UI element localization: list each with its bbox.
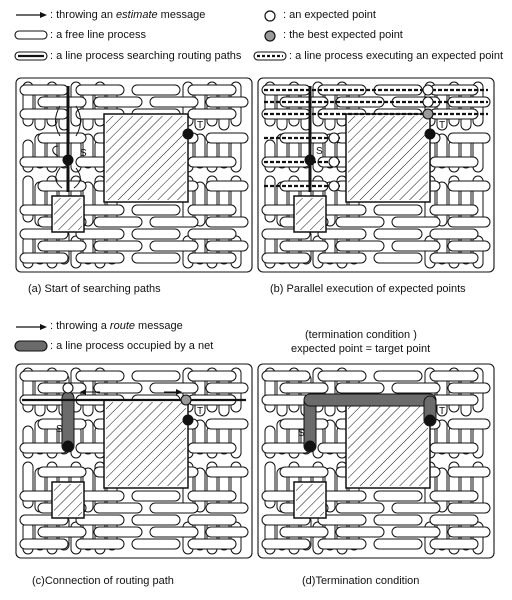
horizontal-line-process	[374, 539, 422, 549]
horizontal-line-process	[392, 241, 440, 251]
best-expected-point-icon	[263, 29, 277, 43]
horizontal-line-process	[206, 467, 248, 477]
horizontal-line-process	[132, 539, 180, 549]
caption-c: (c)Connection of routing path	[32, 575, 174, 587]
expected-point	[423, 85, 433, 95]
horizontal-line-process	[374, 515, 422, 525]
horizontal-line-process	[430, 229, 478, 239]
horizontal-line-process	[430, 253, 478, 263]
source-label: S	[80, 148, 87, 159]
panel-d	[256, 362, 496, 560]
searching-line-icon	[14, 51, 48, 61]
horizontal-line-process	[206, 97, 248, 107]
termination-title: (termination condition )	[305, 329, 417, 341]
horizontal-line-process	[448, 503, 490, 513]
horizontal-line-process	[448, 467, 490, 477]
expected-point	[329, 181, 339, 191]
horizontal-line-process	[188, 539, 236, 549]
horizontal-line-process	[76, 539, 124, 549]
obstacle-small-hatch	[296, 198, 324, 230]
legend-free-line-text: : a free line process	[50, 29, 146, 41]
horizontal-line-process	[336, 527, 384, 537]
expected-point	[329, 133, 339, 143]
horizontal-line-process	[336, 217, 384, 227]
source-label: S	[298, 428, 305, 439]
horizontal-line-process	[448, 383, 490, 393]
horizontal-line-process	[262, 539, 310, 549]
target-label: T	[439, 406, 446, 417]
expected-point	[329, 157, 339, 167]
horizontal-line-process	[150, 241, 198, 251]
horizontal-line-process	[206, 217, 248, 227]
source-label: S	[56, 424, 63, 435]
horizontal-line-process	[206, 419, 248, 429]
source-pin	[305, 155, 316, 166]
horizontal-line-process	[280, 383, 328, 393]
horizontal-line-process	[188, 229, 236, 239]
horizontal-line-process	[188, 157, 236, 167]
expected-point	[423, 97, 433, 107]
horizontal-line-process	[38, 241, 86, 251]
horizontal-line-process	[262, 371, 310, 381]
horizontal-line-process	[76, 371, 124, 381]
horizontal-line-process	[94, 383, 142, 393]
obstacle-large-hatch	[348, 116, 428, 200]
horizontal-line-process	[336, 383, 384, 393]
horizontal-line-process	[430, 205, 478, 215]
horizontal-line-process	[392, 383, 440, 393]
horizontal-line-process	[374, 491, 422, 501]
legend-estimate-text: : throwing an estimate message	[50, 9, 206, 21]
horizontal-line-process	[374, 371, 422, 381]
obstacle-large-hatch	[106, 402, 186, 486]
legend-route-text: : throwing a route message	[50, 320, 183, 332]
target-pin	[425, 129, 436, 140]
panel-b	[256, 76, 496, 274]
legend-searching-line-text: : a line process searching routing paths	[50, 50, 242, 62]
horizontal-line-process	[280, 241, 328, 251]
horizontal-line-process	[94, 241, 142, 251]
source-pin	[63, 441, 74, 452]
horizontal-line-process	[188, 85, 236, 95]
horizontal-line-process	[76, 85, 124, 95]
horizontal-line-process	[206, 133, 248, 143]
source-pin	[305, 441, 316, 452]
occupied-line	[304, 394, 436, 406]
target-pin	[183, 415, 194, 426]
horizontal-line-process	[206, 181, 248, 191]
obstacle-large-hatch	[348, 402, 428, 486]
horizontal-line-process	[430, 443, 478, 453]
horizontal-line-process	[188, 371, 236, 381]
horizontal-line-process	[150, 97, 198, 107]
horizontal-line-process	[448, 217, 490, 227]
expected-point	[63, 383, 73, 393]
target-label: T	[439, 120, 446, 131]
horizontal-line-process	[448, 419, 490, 429]
horizontal-line-process	[430, 395, 478, 405]
horizontal-line-process	[392, 527, 440, 537]
horizontal-line-process	[188, 491, 236, 501]
horizontal-line-process	[280, 527, 328, 537]
horizontal-line-process	[132, 491, 180, 501]
horizontal-line-process	[94, 97, 142, 107]
horizontal-line-process	[188, 443, 236, 453]
horizontal-line-process	[448, 241, 490, 251]
horizontal-line-process	[206, 241, 248, 251]
horizontal-line-process	[318, 371, 366, 381]
best-expected-point	[181, 395, 191, 405]
horizontal-line-process	[392, 503, 440, 513]
legend-best-point-text: : the best expected point	[283, 29, 403, 41]
legend-expected-point-text: : an expected point	[283, 9, 376, 21]
horizontal-line-process	[150, 503, 198, 513]
horizontal-line-process	[132, 253, 180, 263]
target-label: T	[197, 120, 204, 131]
horizontal-line-process	[38, 383, 86, 393]
horizontal-line-process	[94, 217, 142, 227]
routing-grid-c	[14, 362, 254, 560]
termination-rule: expected point = target point	[291, 343, 431, 355]
horizontal-line-process	[76, 253, 124, 263]
horizontal-line-process	[318, 539, 366, 549]
horizontal-line-process	[132, 515, 180, 525]
target-pin	[425, 415, 436, 426]
horizontal-line-process	[206, 527, 248, 537]
horizontal-line-process	[132, 371, 180, 381]
horizontal-line-process	[20, 371, 68, 381]
horizontal-line-process	[150, 527, 198, 537]
horizontal-line-process	[430, 157, 478, 167]
horizontal-line-process	[20, 443, 68, 453]
horizontal-line-process	[318, 253, 366, 263]
horizontal-line-process	[150, 217, 198, 227]
caption-d: (d)Termination condition	[302, 575, 420, 587]
obstacle-large-hatch	[106, 116, 186, 200]
panel-a	[14, 76, 254, 274]
legend-occupied-text: : a line process occupied by a net	[50, 340, 214, 352]
source-label: S	[316, 146, 323, 157]
horizontal-line-process	[20, 109, 68, 119]
legend-executing-line-text: : a line process executing an expected point	[289, 50, 504, 62]
horizontal-line-process	[38, 133, 86, 143]
obstacle-small-hatch	[54, 198, 82, 230]
horizontal-line-process	[38, 467, 86, 477]
horizontal-line-process	[94, 527, 142, 537]
horizontal-line-process	[430, 539, 478, 549]
horizontal-line-process	[430, 515, 478, 525]
best-expected-point	[423, 109, 433, 119]
horizontal-line-process	[336, 503, 384, 513]
horizontal-line-process	[206, 383, 248, 393]
estimate-arrow-icon	[14, 10, 48, 20]
horizontal-line-process	[262, 443, 310, 453]
horizontal-line-process	[206, 503, 248, 513]
horizontal-line-process	[392, 217, 440, 227]
expected-point-icon	[263, 9, 277, 23]
horizontal-line-process	[20, 85, 68, 95]
horizontal-line-process	[132, 85, 180, 95]
horizontal-line-process	[188, 253, 236, 263]
horizontal-line-process	[374, 205, 422, 215]
horizontal-line-process	[336, 241, 384, 251]
horizontal-line-process	[280, 467, 328, 477]
obstacle-small-hatch	[296, 484, 324, 516]
horizontal-line-process	[262, 253, 310, 263]
routing-grid-a	[14, 76, 254, 274]
routing-grid-b	[256, 76, 496, 274]
executing-line-icon	[253, 51, 287, 61]
horizontal-line-process	[374, 253, 422, 263]
occupied-line-icon	[14, 340, 48, 352]
horizontal-line-process	[20, 539, 68, 549]
horizontal-line-process	[20, 157, 68, 167]
free-line-icon	[14, 30, 48, 40]
route-arrow-icon	[14, 322, 48, 332]
horizontal-line-process	[448, 181, 490, 191]
horizontal-line-process	[132, 205, 180, 215]
routing-grid-d	[256, 362, 496, 560]
horizontal-line-process	[94, 503, 142, 513]
horizontal-line-process	[430, 371, 478, 381]
horizontal-line-process	[448, 133, 490, 143]
panel-c	[14, 362, 254, 560]
horizontal-line-process	[38, 97, 86, 107]
source-pin	[63, 155, 74, 166]
horizontal-line-process	[188, 515, 236, 525]
horizontal-line-process	[188, 205, 236, 215]
horizontal-line-process	[448, 527, 490, 537]
target-pin	[183, 129, 194, 140]
horizontal-line-process	[262, 395, 310, 405]
target-label: T	[197, 406, 204, 417]
obstacle-small-hatch	[54, 484, 82, 516]
horizontal-line-process	[430, 491, 478, 501]
caption-a: (a) Start of searching paths	[28, 283, 161, 295]
horizontal-line-process	[188, 109, 236, 119]
horizontal-line-process	[374, 229, 422, 239]
horizontal-line-process	[20, 253, 68, 263]
horizontal-line-process	[132, 229, 180, 239]
horizontal-line-process	[38, 527, 86, 537]
caption-b: (b) Parallel execution of expected points	[270, 283, 466, 295]
